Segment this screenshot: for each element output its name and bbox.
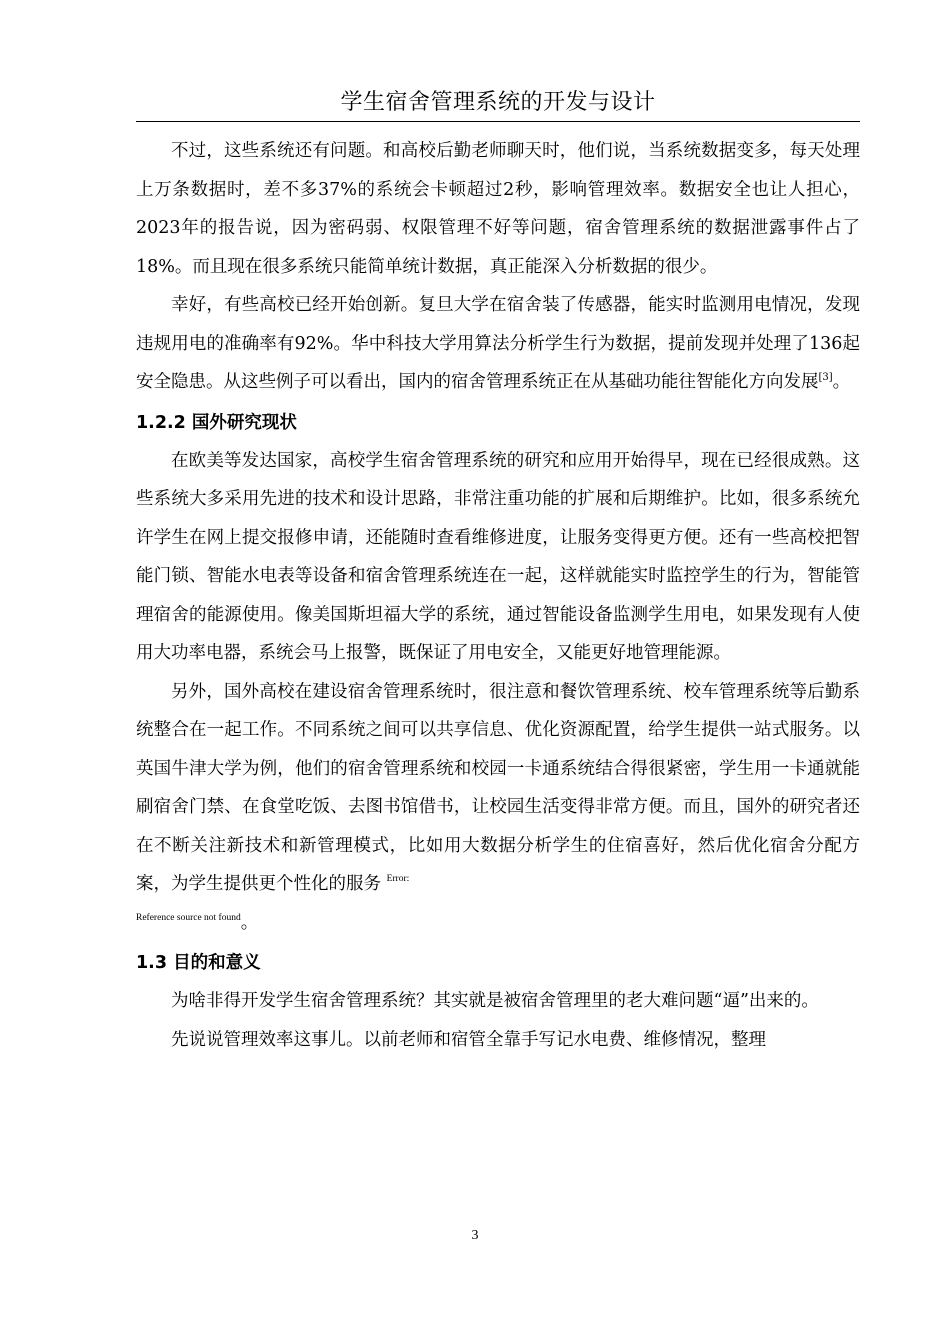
paragraph-system-issues: 不过，这些系统还有问题。和高校后勤老师聊天时，他们说，当系统数据变多，每天处理上万条数据时，差不多37%的系统会卡顿超过2秒，影响管理效率。数据安全也让人担心，2023年的报告说，因为密码弱、权限管理不好等问题，宿舍管理系统的数据泄露事件占了18%。而且现在很多系统只能简单统计数据，真正能深入分析数据的很少。 — [136, 141, 860, 277]
page-number: 3 — [471, 1228, 479, 1243]
paragraph-domestic-innovation — [136, 286, 860, 402]
paragraph-end: 。 — [240, 912, 259, 933]
paragraph-text: 幸好，有些高校已经开始创新。复旦大学在宿舍装了传感器，能实时监测用电情况，发现违规用电的准确率有92%。华中科技大学用算法分析学生行为数据，提前发现并处理了136起安全隐患。从这些例子可以看出，国内的宿舍管理系统正在从基础功能往智能化方向发展 — [136, 295, 860, 392]
section-heading-1-2-2: 1.2.2 国外研究现状 — [136, 412, 297, 433]
citation-3: [3] — [818, 372, 833, 383]
header-rule — [136, 121, 860, 122]
paragraph-purpose: 为啥非得开发学生宿舍管理系统？其实就是被宿舍管理里的老大难问题“逼”出来的。 — [171, 991, 819, 1011]
paragraph-text: 另外，国外高校在建设宿舍管理系统时，很注意和餐饮管理系统、校车管理系统等后勤系统整合在一起工作。不同系统之间可以共享信息、优化资源配置，给学生提供一站式服务。以英国牛津大学为例，他们的宿舍管理系统和校园一卡通系统结合得很紧密，学生用一卡通就能刷宿舍门禁、在食堂吃饭、去图书馆借书，让校园生活变得非常方便。而且，国外的研究者还在不断关注新技术和新管理模式，比如用大数据分析学生的住宿喜好，然后优化宿舍分配方案，为学生提供更个性化的服务 — [136, 681, 860, 894]
section-heading-1-3: 1.3 目的和意义 — [136, 953, 261, 973]
page-header-title: 学生宿舍管理系统的开发与设计 — [340, 90, 656, 115]
paragraph-foreign-integration-cont — [136, 904, 860, 943]
paragraph-foreign-status: 在欧美等发达国家，高校学生宿舍管理系统的研究和应用开始得早，现在已经很成熟。这些系统大多采用先进的技术和设计思路，非常注重功能的扩展和后期维护。比如，很多系统允许学生在网上提交报修申请，还能随时查看维修进度，让服务变得更方便。还有一些高校把智能门锁、智能水电表等设备和宿舍管理系统连在一起，这样就能实时监控学生的行为，智能管理宿舍的能源使用。像美国斯坦福大学的系统，通过智能设备监测学生用电，如果发现有人使用大功率电器，系统会马上报警，既保证了用电安全，又能更好地管理能源。 — [136, 450, 860, 663]
reference-error-2: Reference source not found — [136, 912, 241, 923]
paragraph-end: 。 — [832, 372, 851, 392]
paragraph-foreign-integration — [136, 673, 860, 904]
reference-error-1: Error: — [386, 874, 410, 884]
document-body — [136, 132, 860, 1059]
paragraph-efficiency: 先说说管理效率这事儿。以前老师和宿管全靠手写记水电费、维修情况，整理 — [171, 1029, 766, 1050]
